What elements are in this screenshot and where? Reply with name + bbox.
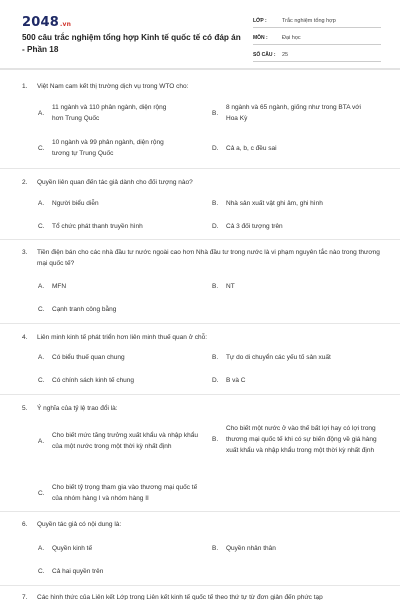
option-letter: C. [38,489,45,497]
option-text: 11 ngành và 110 phân ngành, diện rộng hơn Trung Quốc [52,104,167,122]
question-text [22,247,382,269]
question-divider [0,511,400,512]
option-c[interactable] [38,375,198,386]
question-divider [0,168,400,169]
question-5 [22,403,382,414]
option-text: Tự do di chuyển các yếu tố sản xuất [226,354,331,361]
question-number: 7. [22,594,28,600]
option-d[interactable] [212,143,384,154]
question-body: Ý nghĩa của tỷ lệ trao đổi là: [37,405,118,412]
option-a[interactable] [38,281,198,292]
option-letter: D. [212,145,219,152]
option-text: 8 ngành và 65 ngành, giống như trong BTA với Hoa Kỳ [226,104,361,122]
question-text [22,332,382,343]
option-d[interactable] [212,221,384,232]
meta-panel [253,14,381,65]
question-body: Liên minh kinh tế phát triển hơn liên minh thuế quan ở chỗ: [37,334,208,341]
option-a[interactable] [38,198,198,209]
header-divider [0,68,400,70]
option-text: Cả hai quyền trên [52,568,104,575]
option-a[interactable] [38,543,198,554]
option-letter: B. [212,200,219,207]
option-b[interactable] [212,423,384,456]
option-text: Người biểu diễn [52,200,99,207]
option-text: Quyền nhân thân [226,545,276,552]
option-text: Cho biết một nước ở vào thế bất lợi hay có lợi trong thương mại quốc tế khi có sự biến động về giá hàng xuất khẩu và nhập khẩu trong một thời kỳ nhất định [226,425,377,454]
question-number: 5. [22,405,28,412]
question-1 [22,81,382,92]
option-a[interactable] [38,430,210,452]
option-c[interactable] [38,304,198,315]
option-text: B và C [226,377,246,384]
option-letter: D. [212,377,219,384]
meta-key: LỚP : [253,17,267,24]
option-c[interactable] [38,137,198,159]
question-number: 2. [22,179,28,186]
site-logo[interactable] [22,15,71,30]
question-3 [22,247,382,269]
question-text [22,403,382,414]
option-letter: A. [38,354,45,361]
question-text [22,592,382,600]
option-b[interactable] [212,102,384,124]
option-letter: B. [212,354,219,361]
option-text: 10 ngành và 99 phân ngành, diện rộng tương tự Trung Quốc [52,139,164,157]
question-body: Việt Nam cam kết thị trường dịch vụ trong WTO cho: [37,83,189,90]
question-body: Quyền liên quan đến tác giả dành cho đối tượng nào? [37,179,193,186]
option-text: Cạnh tranh công bằng [52,306,117,313]
question-divider [0,323,400,324]
option-text: Quyền kinh tế [52,545,93,552]
option-text: Cả a, b, c đều sai [226,145,277,152]
option-letter: C. [38,377,45,384]
option-letter: C. [38,223,45,230]
meta-row-subject [253,31,381,45]
option-text: Có biểu thuế quan chung [52,354,125,361]
document-header [0,0,400,68]
option-letter: B. [212,109,219,117]
question-body: Quyền tác giả có nội dung là: [37,521,122,528]
question-number: 3. [22,249,28,256]
option-b[interactable] [212,198,384,209]
question-divider [0,585,400,586]
option-letter: C. [38,568,45,575]
question-4 [22,332,382,343]
meta-row-count [253,48,381,62]
meta-row-class [253,14,381,28]
option-text: MFN [52,283,67,290]
question-text [22,519,382,530]
question-7 [22,592,382,600]
option-text: Có chính sách kinh tế chung [52,377,135,384]
document-title: 500 câu trắc nghiệm tổng hợp Kinh tế quốc tế có đáp án - Phần 18 [22,33,241,54]
option-c[interactable] [38,221,198,232]
option-b[interactable] [212,543,384,554]
option-text: Cả 3 đối tượng trên [226,223,283,230]
option-text: Cho biết mức tăng trưởng xuất khẩu và nhập khẩu của một nước trong một thời kỳ nhất định [52,432,198,450]
question-6 [22,519,382,530]
question-divider [0,239,400,240]
option-text: Cho biết tỷ trọng tham gia vào thương mại quốc tế của nhóm hàng I và nhóm hàng II [52,484,198,502]
option-letter: C. [38,306,45,313]
question-number: 1. [22,83,28,90]
question-body: Tiền điện bán cho các nhà đầu tư nước ngoài cao hơn Nhà đầu tư trong nước là vi phạm nguyên tắc nào trong thương mại quốc tế? [37,249,380,267]
option-c[interactable] [38,482,210,504]
question-divider [0,394,400,395]
option-letter: A. [38,200,45,207]
meta-value: Trắc nghiệm tổng hợp [282,17,336,24]
meta-value: 25 [282,51,289,58]
option-a[interactable] [38,102,198,124]
meta-value: Đại học [282,34,301,41]
option-text: NT [226,283,235,290]
option-letter: A. [38,437,45,445]
question-number: 6. [22,521,28,528]
option-b[interactable] [212,281,384,292]
option-letter: A. [38,283,45,290]
question-text [22,177,382,188]
option-letter: B. [212,283,219,290]
option-c[interactable] [38,566,198,577]
option-letter: B. [212,545,219,552]
question-body: Các hình thức của Liên kết Lớp trong Liên kết kinh tế quốc tế theo thứ tự từ đơn giản đến phức tạp [37,594,323,600]
question-number: 4. [22,334,28,341]
meta-key: MÔN : [253,34,268,41]
question-2 [22,177,382,188]
option-d[interactable] [212,375,384,386]
question-text [22,81,382,92]
logo-suffix: .vn [59,21,72,28]
option-text: Tổ chức phát thanh truyền hình [52,223,143,230]
meta-key: SỐ CÂU : [253,51,276,58]
option-letter: A. [38,545,45,552]
option-letter: D. [212,223,219,230]
option-b[interactable] [212,352,384,363]
option-letter: B. [212,436,219,443]
option-text: Nhà sản xuất vật ghi âm, ghi hình [226,200,323,207]
option-a[interactable] [38,352,198,363]
logo-text: 2048 [22,15,59,30]
option-letter: A. [38,109,45,117]
option-letter: C. [38,144,45,152]
